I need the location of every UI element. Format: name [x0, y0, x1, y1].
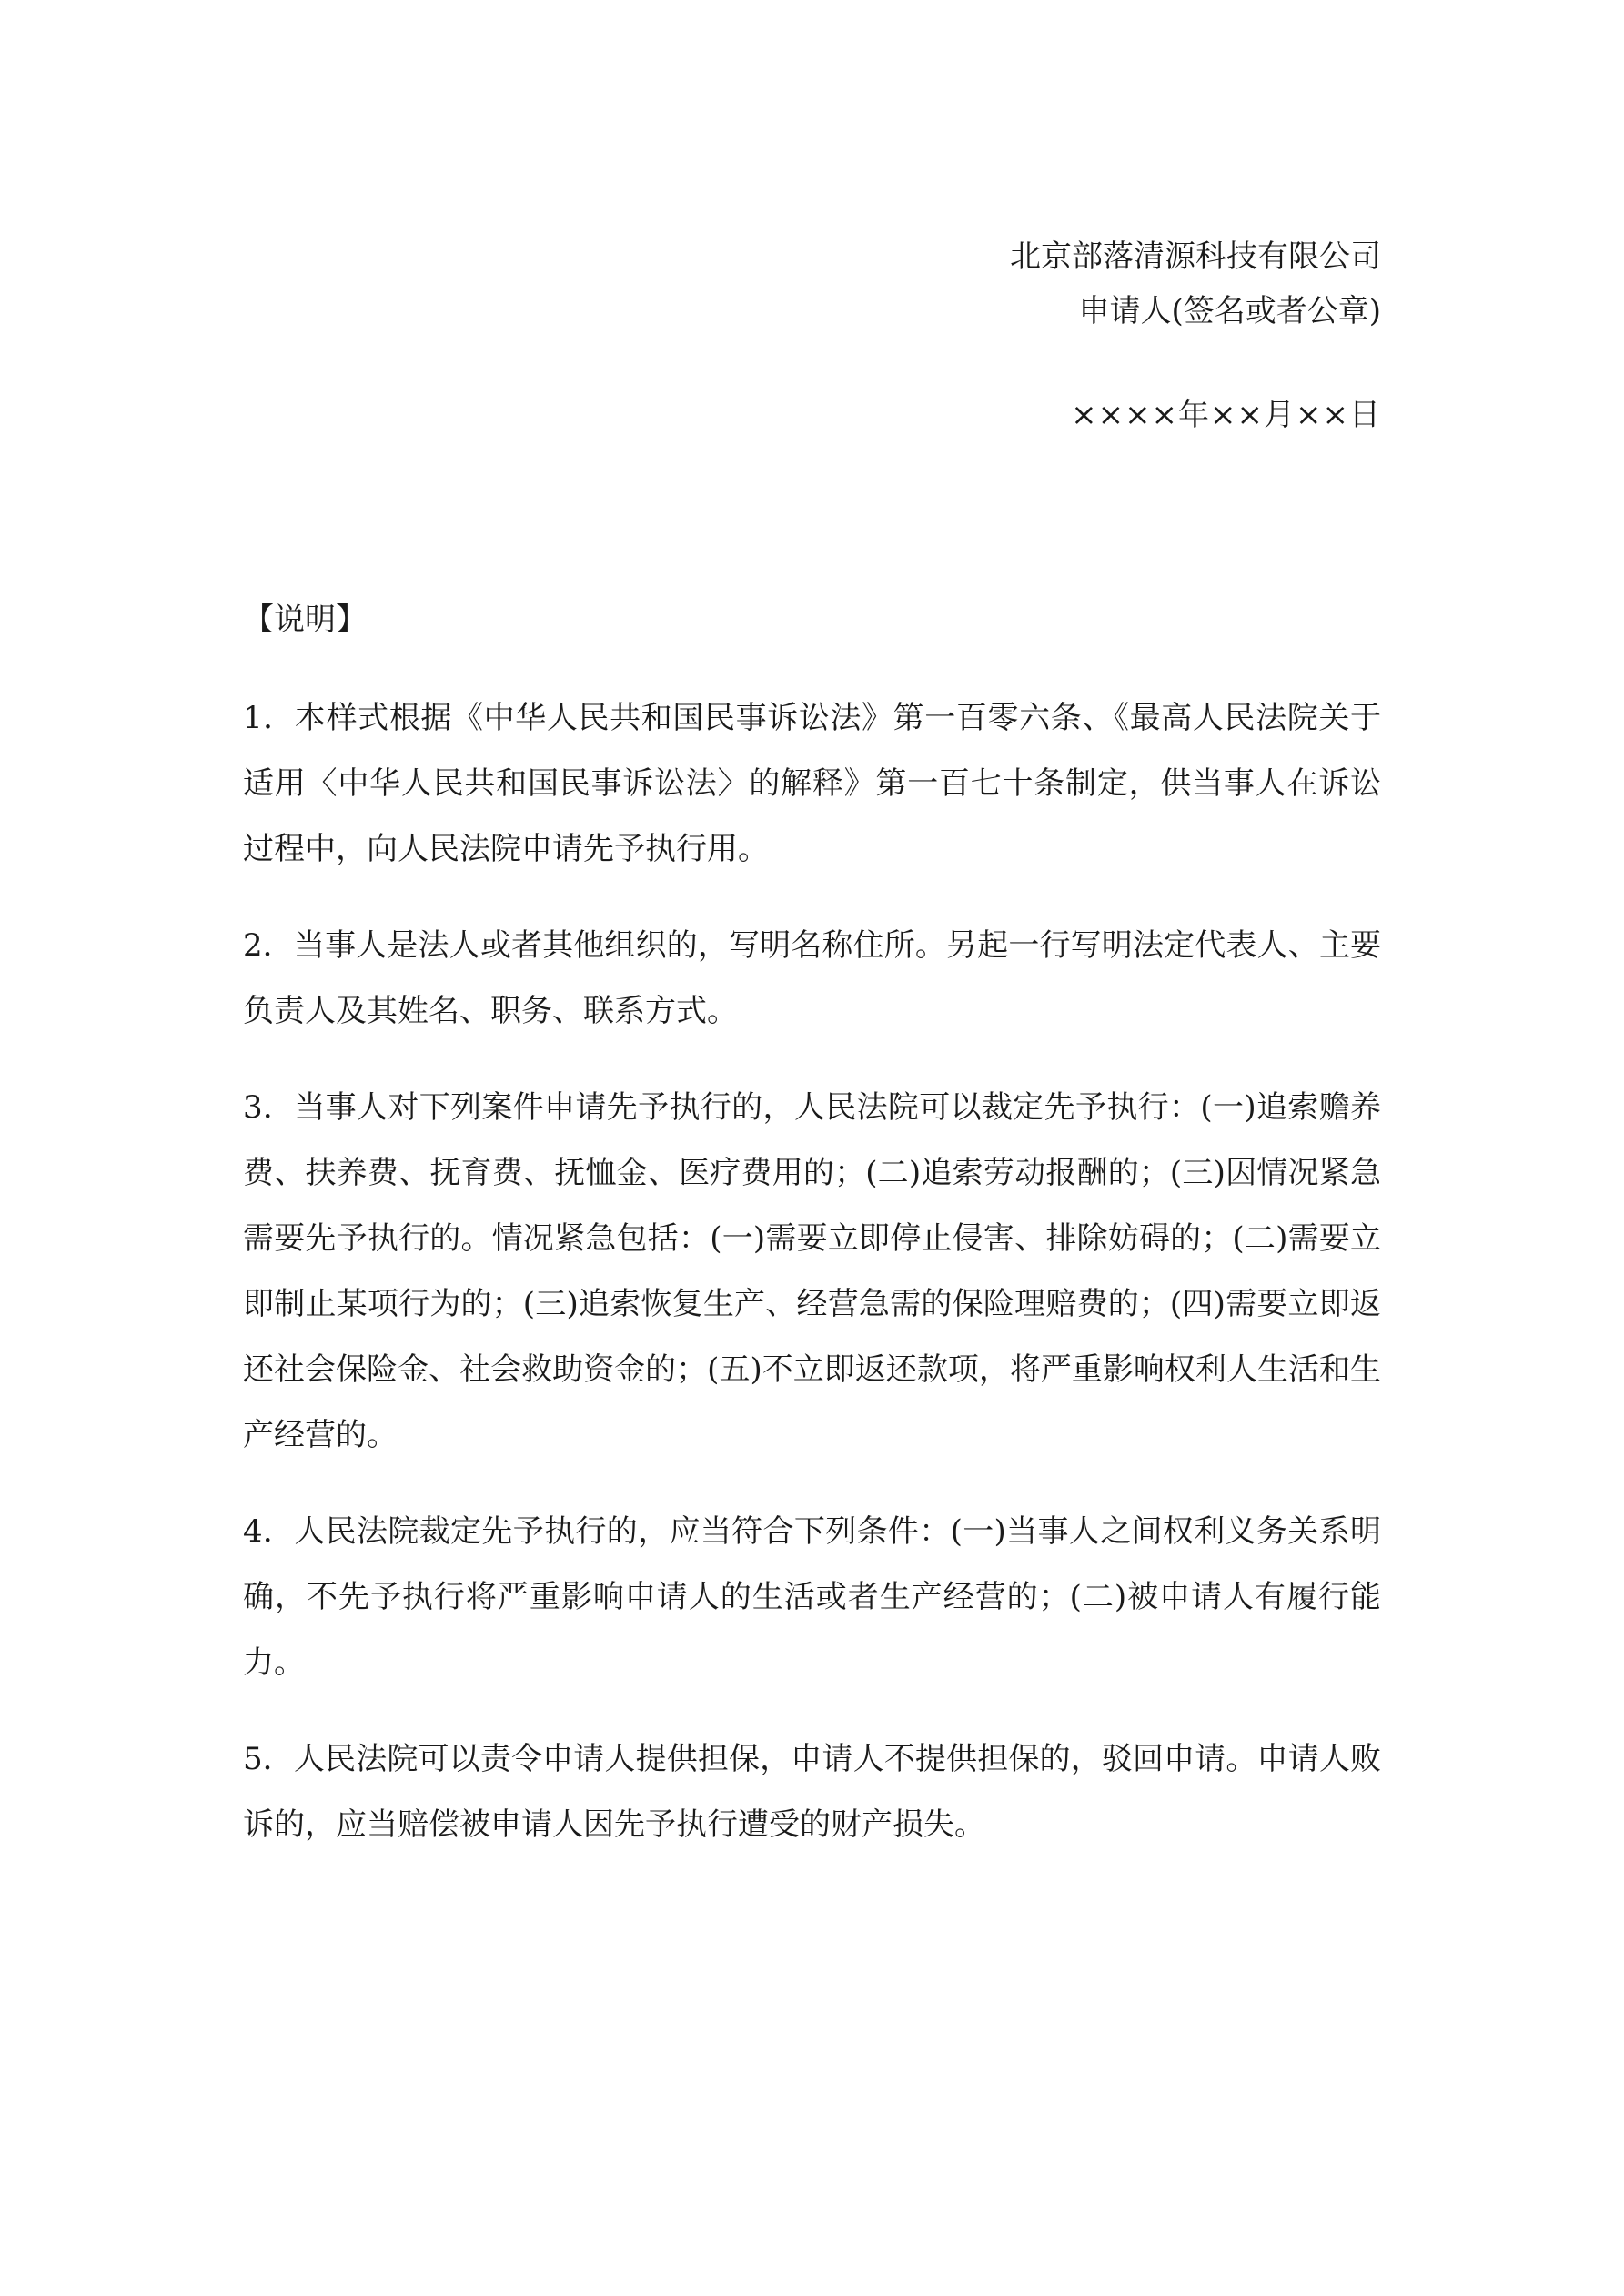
applicant-signature-label: 申请人(签名或者公章): [1078, 293, 1381, 329]
company-name: 北京部落清源科技有限公司: [1010, 238, 1381, 275]
note-item-5: 5．人民法院可以责令申请人提供担保，申请人不提供担保的，驳回申请。申请人败诉的，应当赔偿被申请人因先予执行遭受的财产损失。: [243, 1741, 1381, 1843]
note-item-2: 2．当事人是法人或者其他组织的，写明名称住所。另起一行写明法定代表人、主要负责人及其姓名、职务、联系方式。: [243, 927, 1381, 1029]
note-item-1: 1．本样式根据《中华人民共和国民事诉讼法》第一百零六条、《最高人民法院关于适用〈中华人民共和国民事诉讼法〉的解释》第一百七十条制定，供当事人在诉讼过程中，向人民法院申请先予执行用。: [243, 700, 1381, 867]
notes-title: 【说明】: [243, 602, 367, 638]
note-item-4: 4．人民法院裁定先予执行的，应当符合下列条件：(一)当事人之间权利义务关系明确，不先予执行将严重影响申请人的生活或者生产经营的；(二)被申请人有履行能力。: [243, 1513, 1381, 1681]
signature-date: ××××年××月××日: [1071, 397, 1381, 433]
note-item-3: 3．当事人对下列案件申请先予执行的，人民法院可以裁定先予执行：(一)追索赡养费、扶养费、抚育费、抚恤金、医疗费用的；(二)追索劳动报酬的；(三)因情况紧急需要先予执行的。情况紧急包括：(一)需要立即停止侵害、排除妨碍的；(二)需要立即制止某项行为的；(三)追索恢复生产、经营急需的保险理赔费的；(四)需要立即返还社会保险金、社会救助资金的；(五)不立即返还款项，将严重影响权利人生活和生产经营的。: [243, 1089, 1381, 1453]
notes-section: [243, 587, 1381, 1888]
signature-block: [1010, 229, 1381, 442]
